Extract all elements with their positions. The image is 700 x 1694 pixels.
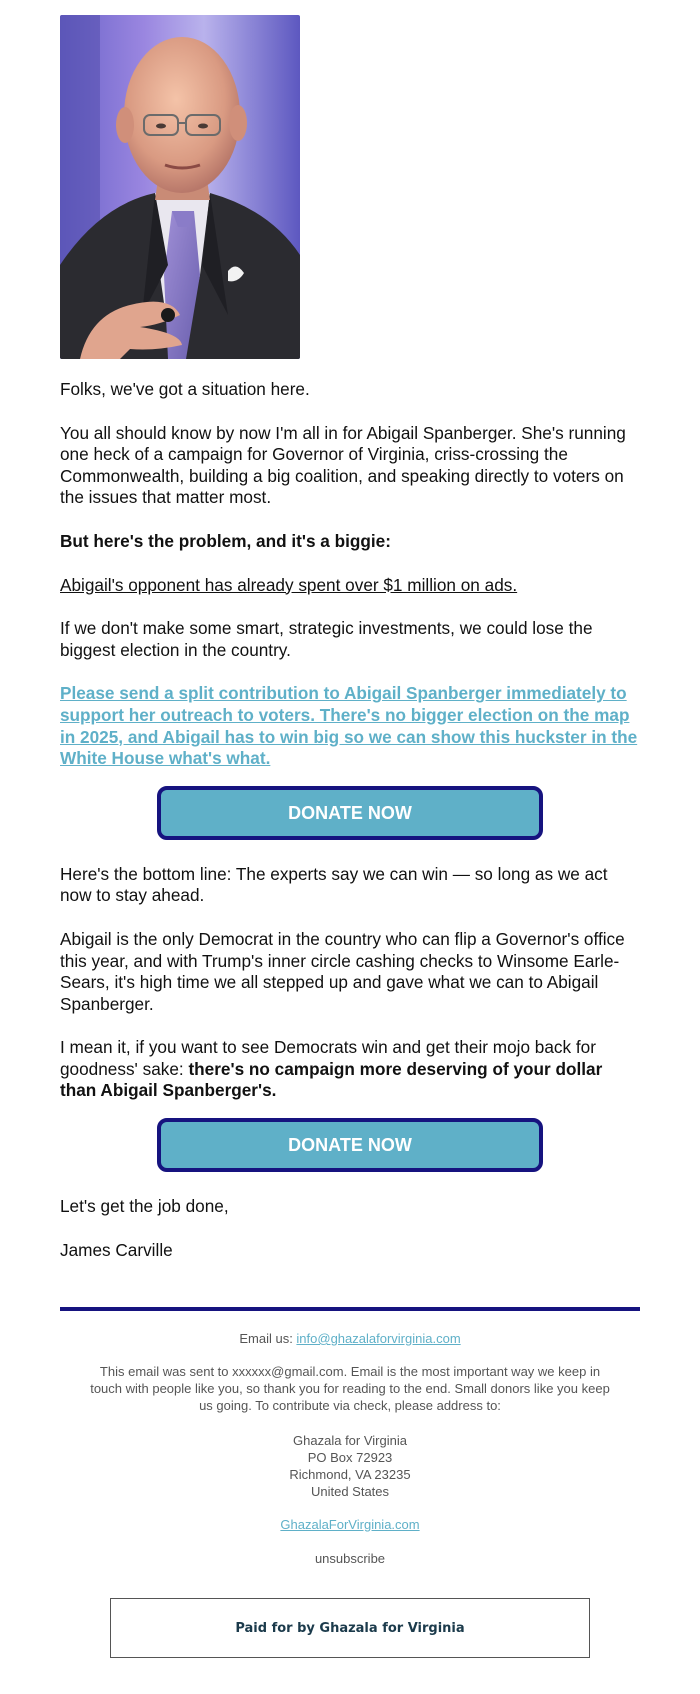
- paragraph-5-lead: I mean it, if you want to see Democrats win and get their mojo back for goodness' sake:: [60, 1037, 596, 1079]
- paragraph-5-emphasis: there's no campaign more deserving of your dollar than Abigail Spanberger's.: [60, 1058, 603, 1101]
- letter-paragraph-2: If we don't make some smart, strategic investments, we could lose the biggest election in the country.: [60, 618, 593, 660]
- letter-paragraph-1: You all should know by now I'm all in for Abigail Spanberger. She's running one heck of a campaign for Governor of Virginia, criss-crossing the Commonwealth, building a big coalition, and speaking directly to voters on the issues that matter most.: [60, 422, 626, 508]
- donate-now-button-1[interactable]: DONATE NOW: [157, 786, 543, 840]
- author-photo: [60, 15, 300, 359]
- paid-for-disclaimer: [110, 1598, 590, 1658]
- donate-now-button-2[interactable]: DONATE NOW: [157, 1118, 543, 1172]
- letter-closing: Let's get the job done,: [60, 1196, 229, 1217]
- letter-paragraph-3: Here's the bottom line: The experts say we can win — so long as we act now to stay ahead.: [60, 863, 608, 906]
- footer-notice: This email was sent to xxxxxx@gmail.com. Email is the most important way we keep in touch with people like you, so thank you for reading to the end. Small donors like you keep us going. To contribute via check, please address to:: [90, 1364, 610, 1413]
- address-country: United States: [310, 1484, 390, 1499]
- donate-button-container-2: [60, 1118, 640, 1172]
- website-link[interactable]: GhazalaForVirginia.com: [280, 1517, 420, 1532]
- paid-for-text: Paid for by Ghazala for Virginia: [235, 1620, 465, 1636]
- letter-greeting: Folks, we've got a situation here.: [60, 379, 310, 399]
- footer-email-line: [60, 1330, 640, 1347]
- email-body: [60, 15, 640, 1261]
- email-label: Email us:: [239, 1331, 297, 1346]
- unsubscribe-link[interactable]: unsubscribe: [314, 1551, 386, 1566]
- donate-button-container-1: [60, 786, 640, 840]
- footer-divider: [60, 1307, 640, 1311]
- address-po-box: PO Box 72923: [307, 1450, 393, 1465]
- contribution-ask-link[interactable]: Please send a split contribution to Abigail Spanberger immediately to support her outreach to voters. There's no bigger election on the map in 2025, and Abigail has to win big so we can show this huckster in the White House what's what.: [60, 683, 638, 769]
- letter-opponent-spending: Abigail's opponent has already spent over $1 million on ads.: [60, 574, 518, 595]
- letter-signature: James Carville: [60, 1239, 173, 1260]
- letter-paragraph-4: Abigail is the only Democrat in the country who can flip a Governor's office this year, and with Trump's inner circle cashing checks to Winsome Earle-Sears, it's high time we all stepped up and gave what we can to Abigail Spanberger.: [60, 928, 625, 1014]
- footer-website: [60, 1516, 640, 1533]
- letter-paragraph-5: [60, 1037, 640, 1102]
- letter-problem-heading: But here's the problem, and it's a biggie:: [60, 530, 391, 551]
- email-footer: [60, 1330, 640, 1567]
- address-name: Ghazala for Virginia: [293, 1433, 407, 1448]
- address-city: Richmond, VA 23235: [289, 1467, 411, 1482]
- mailing-address: [60, 1432, 640, 1500]
- email-address-link[interactable]: info@ghazalaforvirginia.com: [296, 1331, 461, 1346]
